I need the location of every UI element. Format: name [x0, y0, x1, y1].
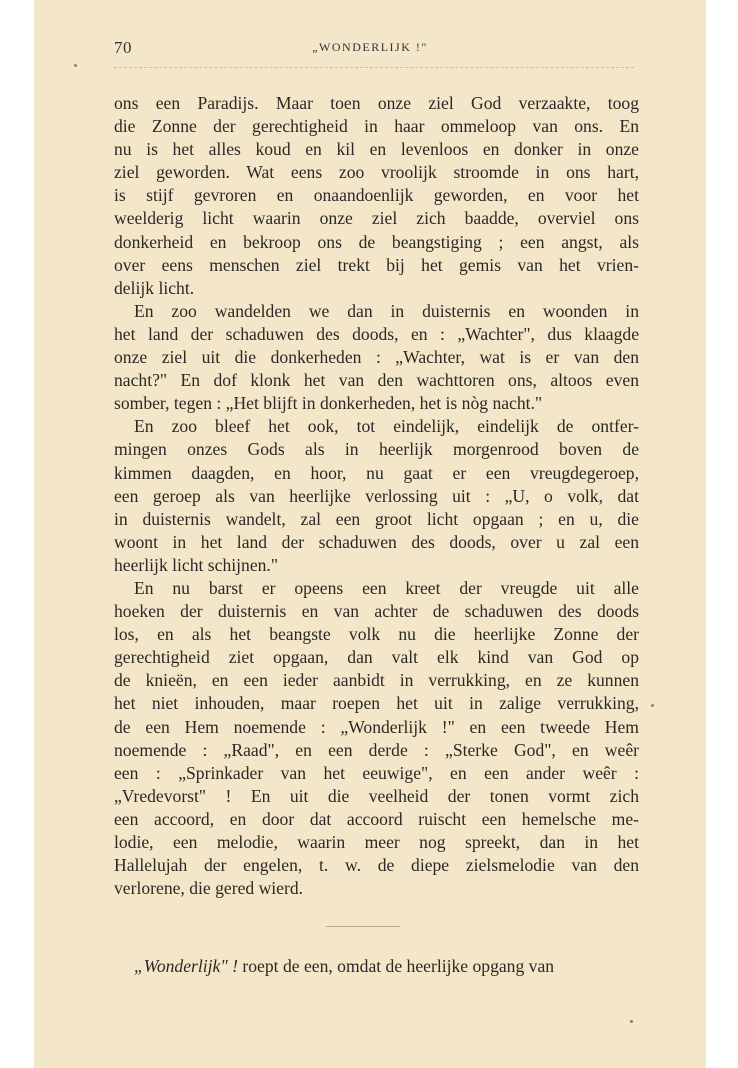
- text-line: los, en als het beangste volk nu die heerlijke Zonne der: [114, 624, 639, 645]
- text-line: ziel geworden. Wat eens zoo vroolijk stroomde in ons hart,: [114, 162, 639, 183]
- margin-speck: [74, 64, 77, 67]
- paragraph: [114, 415, 639, 577]
- text-line: En nu barst er opeens een kreet der vreugde uit alle: [134, 577, 639, 598]
- body-text: [114, 92, 639, 900]
- header-rule: [114, 67, 634, 68]
- paragraph: [114, 92, 639, 300]
- text-line: is stijf gevroren en onaandoenlijk geworden, en voor het: [114, 185, 639, 206]
- book-page: [34, 0, 706, 1068]
- text-line: weelderig licht waarin onze ziel zich baadde, overviel ons: [114, 208, 639, 229]
- closing-text: roept de een, omdat de heerlijke opgang van: [238, 956, 555, 976]
- text-line: een accoord, en door dat accoord ruischt een hemelsche me-: [114, 808, 639, 829]
- text-line: over eens menschen ziel trekt bij het gemis van het vrien-: [114, 254, 639, 275]
- text-line: nacht?" En dof klonk het van den wachttoren ons, altoos even: [114, 370, 639, 391]
- text-line: een : „Sprinkader van het eeuwige", en een ander weêr :: [114, 762, 639, 783]
- page-number: 70: [114, 38, 132, 57]
- text-line: woont in het land der schaduwen des doods, over u zal een: [114, 531, 639, 552]
- section-divider: [326, 926, 400, 927]
- text-line: Hallelujah der engelen, t. w. de diepe zielsmelodie van den: [114, 855, 639, 876]
- text-line: ons een Paradijs. Maar toen onze ziel God verzaakte, toog: [114, 93, 639, 113]
- closing-italic-word: „Wonderlijk" !: [134, 956, 238, 976]
- text-line: de een Hem noemende : „Wonderlijk !" en een tweede Hem: [114, 716, 639, 737]
- paragraph: [114, 300, 639, 415]
- text-line: verlorene, die gered wierd.: [114, 878, 304, 899]
- text-line: onze ziel uit die donkerheden : „Wachter, wat is er van den: [114, 347, 639, 368]
- text-line: heerlijk licht schijnen.": [114, 554, 279, 575]
- text-line: de knieën, en een ieder aanbidt in verrukking, en ze kunnen: [114, 670, 639, 691]
- text-line: gerechtigheid ziet opgaan, dan valt elk kind van God op: [114, 647, 639, 668]
- text-line: in duisternis wandelt, zal een groot licht opgaan ; en u, die: [114, 508, 639, 529]
- text-line: mingen onzes Gods als in heerlijk morgenrood boven de: [114, 439, 639, 460]
- text-line: donkerheid en bekroop ons de beangstiging ; een angst, als: [114, 231, 639, 252]
- text-line: En zoo bleef het ook, tot eindelijk, eindelijk de ontfer-: [134, 416, 639, 437]
- page-header: [34, 38, 706, 62]
- text-line: het land der schaduwen des doods, en : „Wachter", dus klaagde: [114, 323, 639, 344]
- text-line: nu is het alles koud en kil en levenloos en donker in onze: [114, 139, 639, 160]
- text-line: een geroep als van heerlijke verlossing uit : „U, o volk, dat: [114, 485, 639, 506]
- text-line: „Vredevorst" ! En uit die veelheid der tonen vormt zich: [114, 785, 639, 806]
- text-line: hoeken der duisternis en van achter de schaduwen des doods: [114, 601, 639, 622]
- text-line: somber, tegen : „Het blijft in donkerheden, het is nòg nacht.": [114, 393, 543, 414]
- text-line: delijk licht.: [114, 277, 195, 298]
- text-line: kimmen daagden, en hoor, nu gaat er een vreugdegeroep,: [114, 462, 639, 483]
- text-line: lodie, een melodie, waarin meer nog spreekt, dan in het: [114, 832, 639, 852]
- paragraph: [114, 577, 639, 900]
- text-line: het niet inhouden, maar roepen het uit in zalige verrukking,: [114, 693, 639, 714]
- text-line: die Zonne der gerechtigheid in haar ommeloop van ons. En: [114, 116, 639, 137]
- text-line: En zoo wandelden we dan in duisternis en woonden in: [134, 300, 639, 321]
- closing-line: [134, 955, 639, 978]
- text-line: noemende : „Raad", en een derde : „Sterke God", en weêr: [114, 739, 639, 760]
- margin-speck: [630, 1020, 633, 1023]
- margin-speck: [651, 704, 654, 707]
- running-title: „WONDERLIJK !": [312, 40, 428, 54]
